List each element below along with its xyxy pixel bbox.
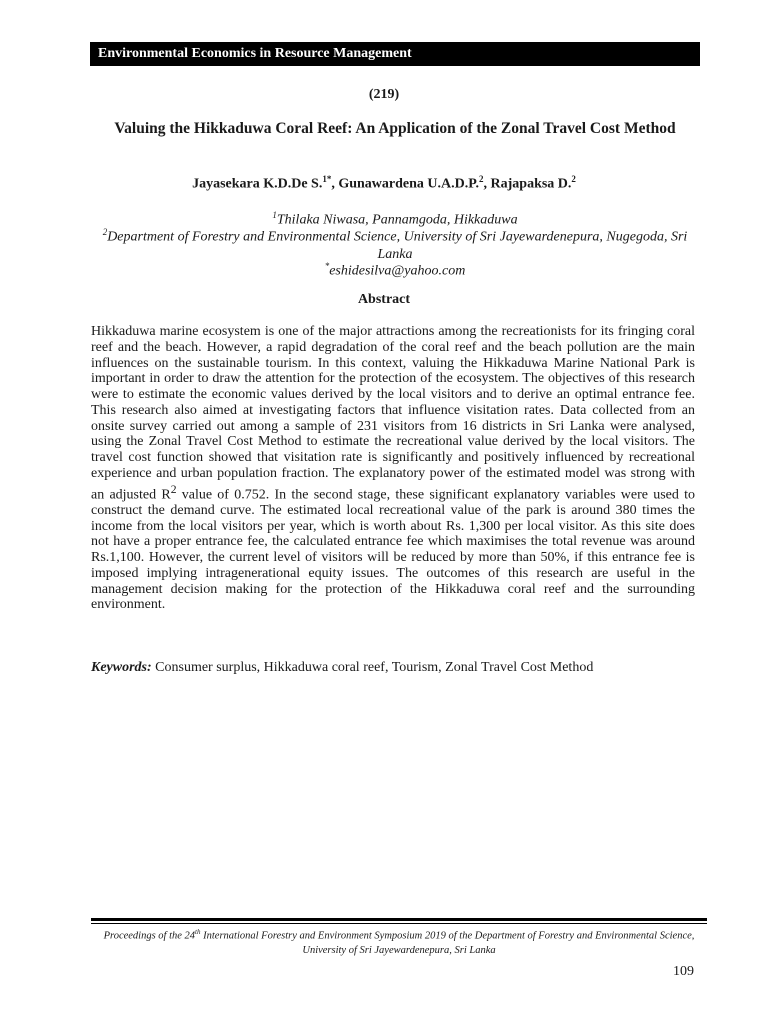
footer-proceedings bbox=[91, 925, 707, 958]
author-separator: , bbox=[483, 176, 491, 192]
paper-number: (219) bbox=[368, 87, 400, 102]
abstract-text-part-1: Hikkaduwa marine ecosystem is one of the major attractions among the recreationists for its fringing coral reef and the beach. However, a rapid degradation of the coral reef and the beach pollution are the main influences on the sustainable tourism. In this context, valuing the Hikkaduwa Marine National Park is important in order to draw the attention for the protection of the ecosystem. The objectives of this research were to estimate the economic values derived by the local visitors and to derive an optimal entrance fee. This research also aimed at investigating factors that influence visitation rates. Data collected from an onsite survey carried out among a sample of 231 visitors from 16 districts in Sri Lanka were analysed, using the Zonal Travel Cost Method to estimate the recreational value derived by the local visitors. The travel cost function showed that visitation rate is significantly and positively influenced by recreational experience and urban population fraction. The explanatory power of the estimated model was strong with an adjusted R bbox=[91, 324, 695, 503]
footer-superscript: th bbox=[195, 928, 201, 936]
footer-text-part-2: International Forestry and Environment Symposium 2019 of the Department of Forestry and Environmental Science, University of Sri Jayewardenepura, Sri Lanka bbox=[200, 930, 695, 956]
keywords-label: Keywords: bbox=[91, 660, 152, 675]
affiliation-mark: * bbox=[324, 261, 330, 271]
author-list bbox=[0, 174, 768, 193]
affiliation-mark: 1 bbox=[272, 210, 277, 220]
section-title: Environmental Economics in Resource Management bbox=[98, 46, 412, 61]
author-separator: , bbox=[331, 176, 339, 192]
footer-text-part-1: Proceedings of the 24 bbox=[103, 930, 196, 942]
author-name: Jayasekara K.D.De S. bbox=[192, 176, 323, 192]
section-header-bar bbox=[90, 42, 700, 66]
author-name: Gunawardena U.A.D.P. bbox=[338, 176, 480, 192]
abstract-body bbox=[91, 324, 695, 613]
affiliation-mark: 2 bbox=[102, 227, 108, 237]
footer-rule-thin bbox=[91, 923, 707, 924]
author-affiliation-mark: 2 bbox=[479, 174, 484, 184]
affiliation-text: Thilaka Niwasa, Pannamgoda, Hikkaduwa bbox=[276, 212, 518, 228]
footer-rule-thick bbox=[91, 918, 707, 921]
author-affiliation-mark: 1* bbox=[322, 174, 332, 184]
abstract-superscript: 2 bbox=[170, 482, 177, 496]
author-email: eshidesilva@yahoo.com bbox=[329, 263, 466, 279]
affiliation-email bbox=[100, 258, 690, 280]
author-affiliation-mark: 2 bbox=[571, 174, 576, 184]
author-name: Rajapaksa D. bbox=[490, 176, 572, 192]
abstract-heading: Abstract bbox=[357, 292, 411, 307]
paper-title: Valuing the Hikkaduwa Coral Reef: An Application of the Zonal Travel Cost Method bbox=[114, 120, 676, 137]
keywords-text: Consumer surplus, Hikkaduwa coral reef, Tourism, Zonal Travel Cost Method bbox=[155, 660, 594, 675]
page-number: 109 bbox=[673, 964, 694, 979]
affiliation-2 bbox=[100, 224, 690, 263]
keywords-line bbox=[91, 660, 695, 676]
affiliation-text: Department of Forestry and Environmental Science, University of Sri Jayewardenepura, Nugegoda, Sri Lanka bbox=[107, 229, 688, 262]
abstract-text-part-2: value of 0.752. In the second stage, these significant explanatory variables were used to construct the demand curve. The estimated local recreational value of the park is around 380 times the income from the local visitors per year, which is worth about Rs. 1,300 per local visitor. As this site does not have a proper entrance fee, the calculated entrance fee which maximises the total revenue was around Rs.1,100. However, the current level of visitors will be reduced by more than 50%, if this entrance fee is imposed implying intragenerational equity issues. The outcomes of this research are useful in the management decision making for the protection of the Hikkaduwa coral reef and the surrounding environment. bbox=[91, 487, 695, 613]
